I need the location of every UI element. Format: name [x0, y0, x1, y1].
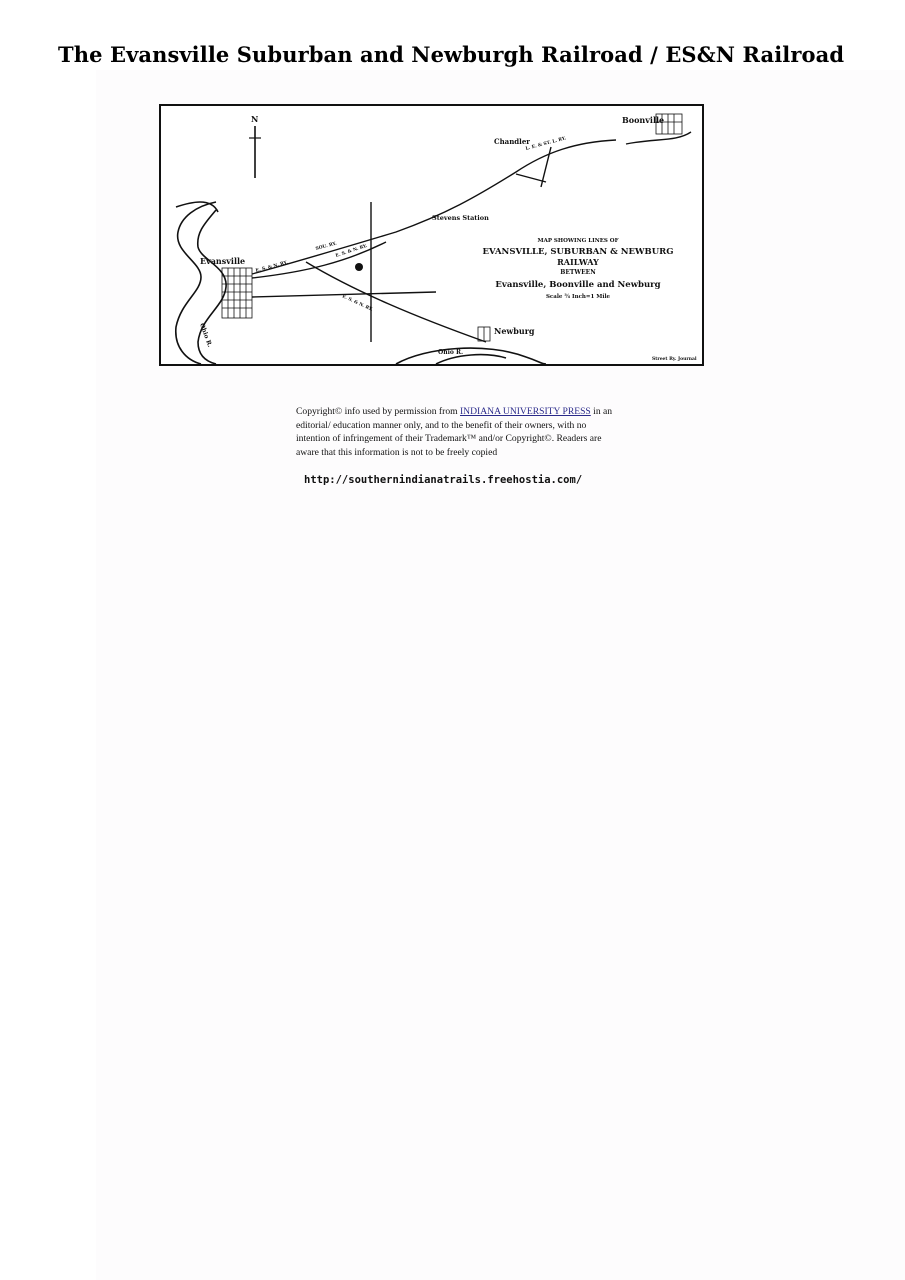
rail-label-1: E. S. & N. RY. [255, 260, 289, 274]
map-scale: Scale ¾ Inch=1 Mile [545, 294, 611, 300]
notice-body: in an editorial/ education manner only, and to the benefit of their owners, with no intention of infringement of their Trademark™ and/or Copyright©. Readers are aware that this information is not to be freely copied [296, 406, 613, 458]
notice-prefix: Copyright© info used by permission from [296, 406, 458, 417]
map-heading-line-5: Evansville, Boonville and Newburg [495, 280, 661, 290]
map-heading-line-4: BETWEEN [560, 269, 596, 276]
north-label: N [251, 114, 259, 124]
label-river-south: Ohio R. [438, 349, 464, 356]
rail-label-4: L. E. & ST. L. RY. [525, 136, 567, 152]
page-title: The Evansville Suburban and Newburgh Railroad / ES&N Railroad [58, 42, 845, 67]
rail-label-5: E. S. & N. RY. [341, 294, 374, 313]
map-heading-line-2: EVANSVILLE, SUBURBAN & NEWBURG [482, 247, 674, 257]
railway-map [156, 102, 707, 368]
copyright-notice [296, 405, 616, 459]
label-newburg: Newburg [494, 326, 535, 336]
indiana-university-press-link[interactable]: INDIANA UNIVERSITY PRESS [459, 406, 591, 417]
label-chandler: Chandler [494, 137, 530, 146]
map-heading-line-1: MAP SHOWING LINES OF [537, 238, 619, 244]
label-evansville: Evansville [200, 256, 246, 266]
label-stevens-station: Stevens Station [432, 214, 489, 222]
rail-label-3: SOU. RY. [315, 241, 338, 252]
label-boonville: Boonville [622, 115, 665, 125]
rail-label-2: E. S. & N. RY. [335, 243, 369, 259]
map-heading-line-3: RAILWAY [557, 257, 599, 267]
label-river-west: Ohio R. [198, 322, 214, 349]
map-credit: Street Ry. Journal [652, 357, 697, 362]
site-url-link[interactable]: http://southernindianatrails.freehostia.com/ [304, 474, 583, 486]
